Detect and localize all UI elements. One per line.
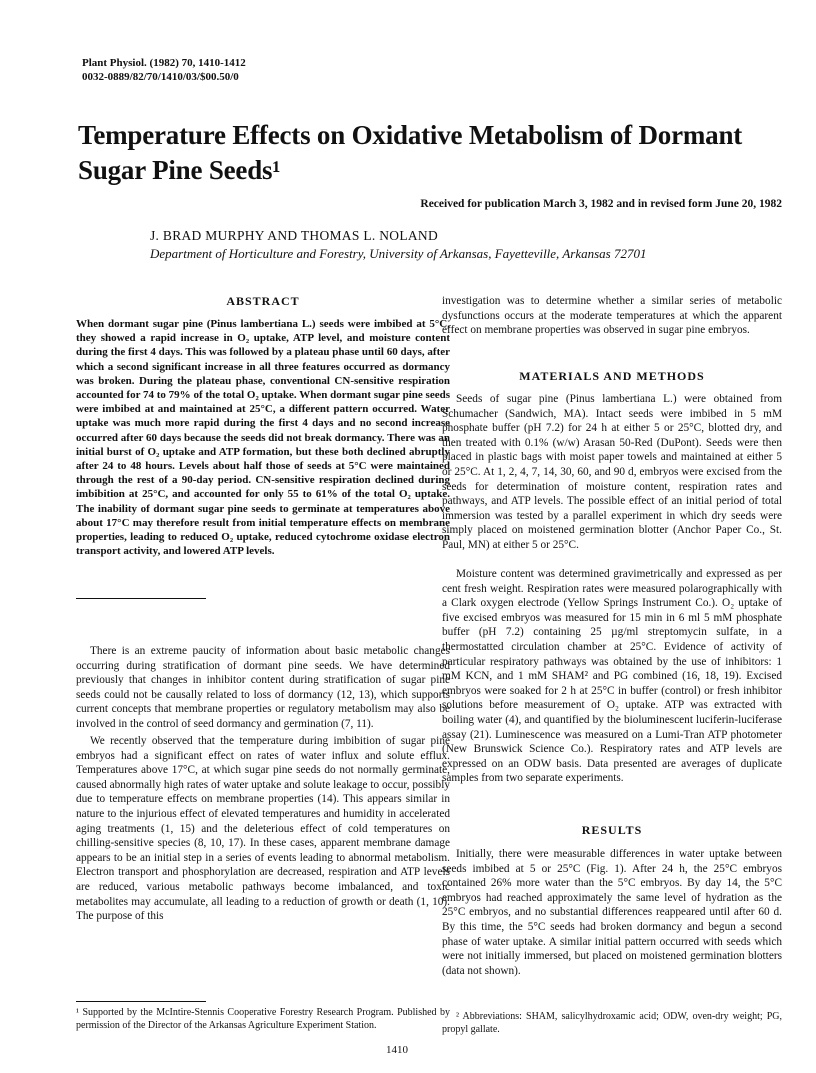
footnote-1: ¹ Supported by the McIntire-Stennis Cooperative Forestry Research Program. Published by permission of the Director of the Arkansas Agriculture Experiment Station. xyxy=(76,1007,450,1031)
journal-citation: Plant Physiol. (1982) 70, 1410-1412 xyxy=(82,57,246,69)
section-divider xyxy=(76,598,206,599)
authors: J. BRAD MURPHY AND THOMAS L. NOLAND xyxy=(150,228,439,243)
footnote-divider xyxy=(76,1001,206,1002)
abstract-text: When dormant sugar pine (Pinus lambertiana L.) seeds were imbibed at 5°C, they showed a rapid increase in O₂ uptake, ATP level, and moisture content during the first 4 days. This was followed by a plateau phase until 60 days, after which a second significant increase in all three features occurred as dormancy was broken. During the plateau phase, conventional CN-sensitive respiration accounted for 74 to 79% of the total O₂ uptake. When dormant sugar pine seeds were imbibed at and maintained at 25°C, a different pattern occurred. Water uptake was much more rapid during the first 4 days and no second increase occurred after 60 days because the seeds did not break dormancy. There was an initial burst of O₂ uptake and ATP formation, but these both declined abruptly after 24 to 48 hours. Levels about half those of seeds at 5°C were maintained through the rest of a 90-day period. CN-sensitive respiration declined during imbibition at 25°C, and accounted for only 55 to 61% of the total O₂ uptake. The inability of dormant sugar pine seeds to germinate at temperatures above about 17°C may therefore result from initial temperature effects on membrane properties, leading to reduced O₂ uptake, reduced cytochrome oxidase electron transport activity, and lowered ATP levels. xyxy=(76,318,450,558)
page-number: 1410 xyxy=(386,1044,408,1056)
results-paragraph-1: Initially, there were measurable differences in water uptake between seeds imbibed at 5 or 25°C (Fig. 1). After 24 h, the 25°C embryos contained 26% more water than the 5°C embryos. By day 14, the 5°C embryos had reached approximately the same level of hydration as the 25°C embryos, and no substantial differences reappeared until after 60 d. By this time, the 5°C seeds had broken dormancy and begun a second phase of water uptake. A similar initial pattern occurred with seeds which were not initially immersed, but placed on moistened germination blotters (data not shown). xyxy=(442,848,782,977)
paper-title: Temperature Effects on Oxidative Metabolism of Dormant Sugar Pine Seeds¹ xyxy=(78,120,743,185)
received-date: Received for publication March 3, 1982 and in revised form June 20, 1982 xyxy=(420,198,782,210)
affiliation: Department of Horticulture and Forestry, University of Arkansas, Fayetteville, Arkansas 72701 xyxy=(150,246,647,261)
methods-paragraph-2: Moisture content was determined gravimetrically and expressed as per cent fresh weight. Respiration rates were measured polarographically with a Clark oxygen electrode (Yellow Springs Instrument Co.). O₂ uptake of five excised embryos was measured for 15 min in 6 ml 5 mM phosphate buffer (pH 7.2) containing 25 µg/ml streptomycin sulfate, in a thermostatted circulation chamber at 25°C. Evidence of activity of particular respiratory pathways was obtained by the use of inhibitors: 1 mM KCN, and 1 mM SHAM² and PG combined (16, 18, 19). Excised embryos were soaked for 2 h at 25°C in buffer (control) or fresh inhibitor solutions before measurement of O₂ uptake. ATP was extracted with boiling water (4), and quantified by the bioluminescent luciferin-luciferase assay (21). Luminescence was measured on a Lumi-Tran ATP photometer (New Brunswick Science Co.). Respiratory rates and ATP levels are expressed on an ODW basis. Data presented are averages of duplicate samples from two separate experiments. xyxy=(442,568,782,785)
methods-paragraph-1: Seeds of sugar pine (Pinus lambertiana L.) were obtained from Schumacher (Sandwich, MA). Intact seeds were imbibed in 5 mM phosphate buffer (pH 7.2) for 24 h at either 5 or 25°C, blotted dry, and then treated with 0.1% (w/w) Arasan 50-Red (DuPont). Seeds were then placed in plastic bags with moist paper towels and maintained at either 5 or 25°C. At 1, 2, 4, 7, 14, 30, 60, and 90 d, embryos were excised from the seeds for determination of moisture content, respiration rates and pathways, and ATP levels. The possible effect of an initial period of total immersion was tested by a parallel experiment in which dry seeds were simply placed on moistened germination blotter (Anchor Paper Co., St. Paul, MN) at either 5 or 25°C. xyxy=(442,393,782,551)
methods-heading: MATERIALS AND METHODS xyxy=(519,369,705,383)
journal-header xyxy=(82,56,246,84)
intro-paragraph-1: There is an extreme paucity of information about basic metabolic changes occurring during stratification of dormant pine seeds. We have determined previously that changes in inhibitor content during stratification of sugar pine seeds could not be causally related to loss of dormancy (12, 13), which supports current concepts that membrane properties or regulatory metabolism may also be involved in the control of seed dormancy and germination (7, 11). xyxy=(76,645,450,730)
intro-paragraph-2-continued: investigation was to determine whether a similar series of metabolic dysfunctions occurs at the moderate temperatures at which the apparent effect on membrane properties was observed in sugar pine embryos. xyxy=(442,295,782,337)
intro-paragraph-2: We recently observed that the temperature during imbibition of sugar pine embryos had a significant effect on rates of water influx and solute efflux. Temperatures above 17°C, at which sugar pine seeds do not normally germinate, caused abnormally high rates of water uptake and solute leakage to occur, possibly due to temperature effects on membrane properties (14). This appears similar in nature to the injurious effect of elevated temperatures and humidity in accelerated aging treatments (1, 15) and the deleterious effect of cold temperatures on chilling-sensitive species (8, 10, 17). In these cases, apparent membrane damage appears to be an initial step in a series of events leading to abnormal metabolism. Electron transport and phosphorylation are decreased, respiration and ATP levels are reduced, various metabolic pathways become imbalanced, and toxic metabolites may accumulate, all leading to a reduction of growth or death (1, 10). The purpose of this xyxy=(76,735,450,923)
footnote-2: ² Abbreviations: SHAM, salicylhydroxamic acid; ODW, oven-dry weight; PG, propyl gallate. xyxy=(442,1011,782,1035)
journal-code: 0032-0889/82/70/1410/03/$00.50/0 xyxy=(82,71,239,83)
abstract-heading: ABSTRACT xyxy=(226,294,300,308)
results-heading: RESULTS xyxy=(581,823,643,837)
